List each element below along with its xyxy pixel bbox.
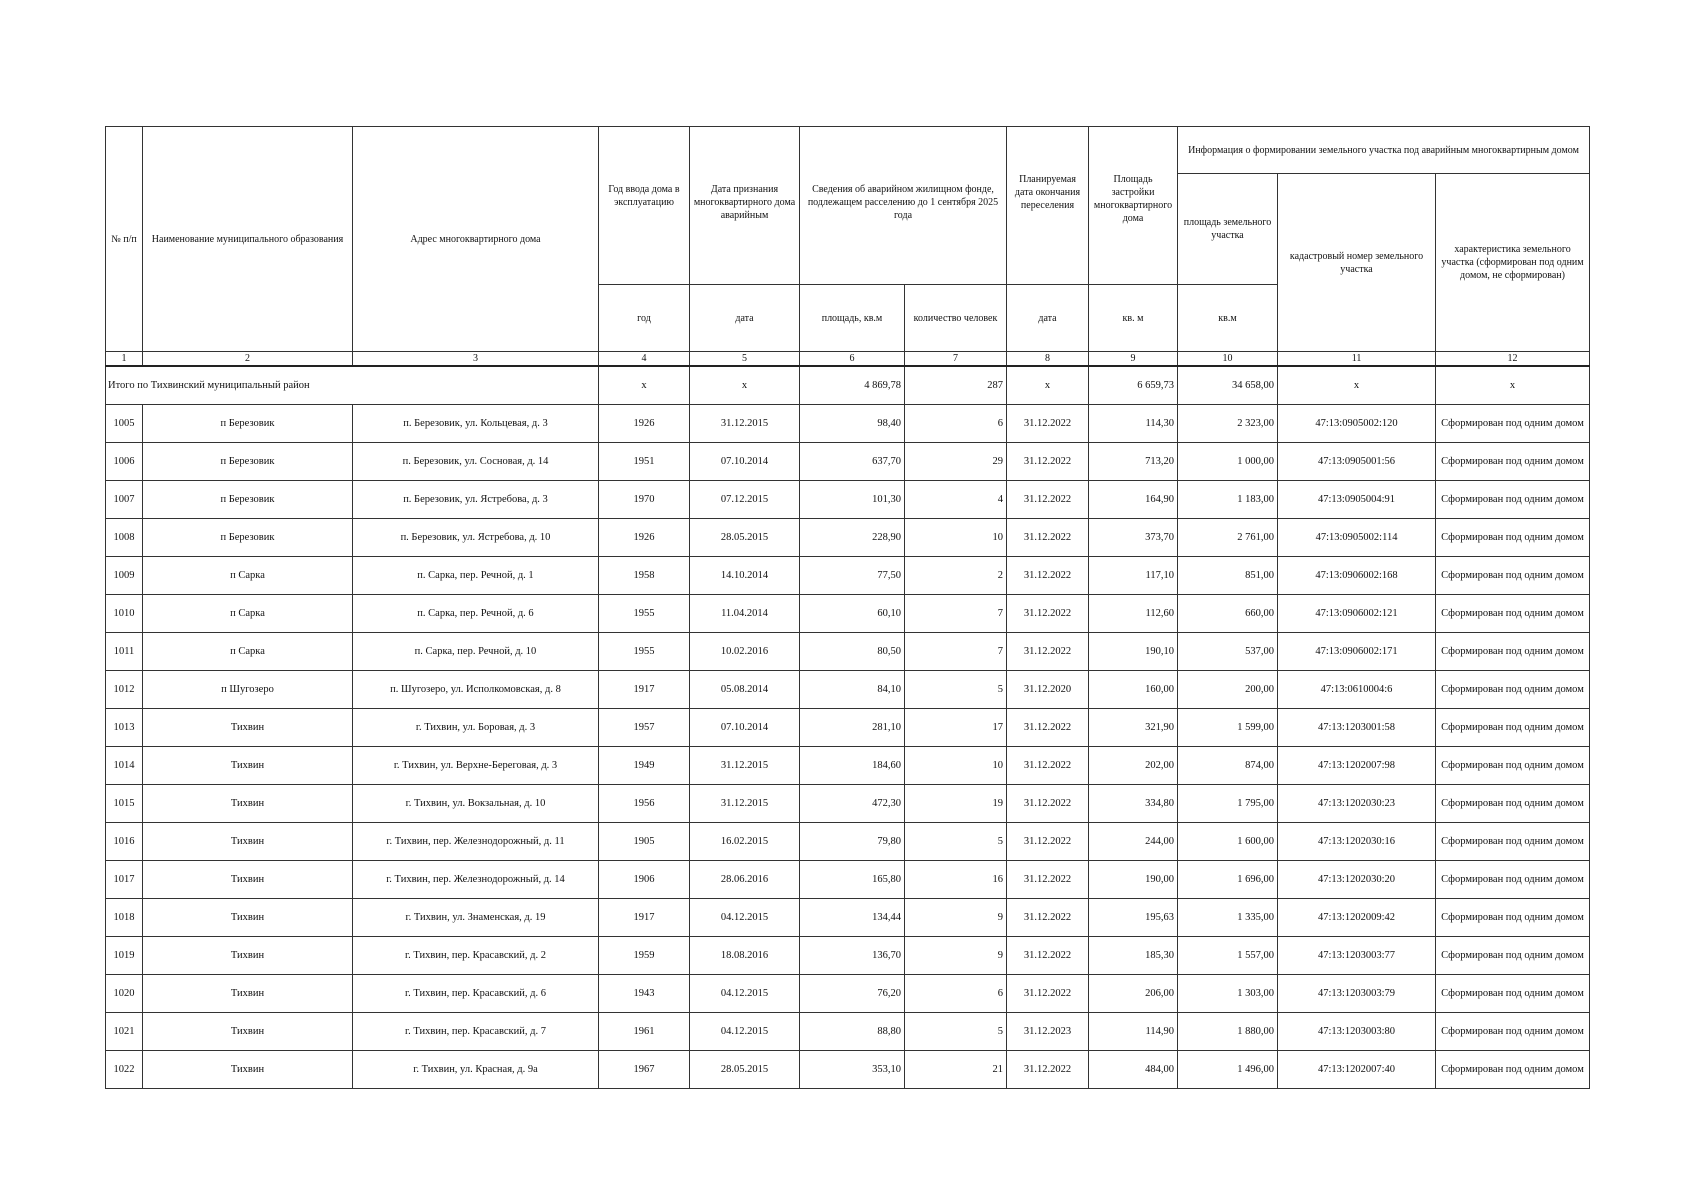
plan-date-cell: 31.12.2022 [1007, 405, 1089, 443]
people-cell: 9 [905, 937, 1007, 975]
unit-plan-date: дата [1007, 285, 1089, 352]
total-year: x [599, 366, 690, 405]
land-area-cell: 851,00 [1178, 557, 1278, 595]
land-status-cell: Сформирован под одним домом [1436, 823, 1590, 861]
build-area-cell: 114,90 [1089, 1013, 1178, 1051]
plan-date-cell: 31.12.2022 [1007, 633, 1089, 671]
emergency-date-cell: 31.12.2015 [690, 747, 800, 785]
municipality-cell: Тихвин [143, 975, 353, 1013]
table-row [106, 747, 1590, 785]
land-status-cell: Сформирован под одним домом [1436, 861, 1590, 899]
row-number: 1017 [106, 861, 143, 899]
year-cell: 1955 [599, 595, 690, 633]
land-status-cell: Сформирован под одним домом [1436, 747, 1590, 785]
plan-date-cell: 31.12.2022 [1007, 937, 1089, 975]
row-number: 1016 [106, 823, 143, 861]
column-number: 6 [800, 352, 905, 367]
emergency-date-cell: 31.12.2015 [690, 785, 800, 823]
emergency-date-cell: 11.04.2014 [690, 595, 800, 633]
municipality-cell: Тихвин [143, 1051, 353, 1089]
address-cell: п. Березовик, ул. Ястребова, д. 10 [353, 519, 599, 557]
cadastral-cell: 47:13:1202007:40 [1278, 1051, 1436, 1089]
year-cell: 1926 [599, 405, 690, 443]
column-number: 2 [143, 352, 353, 367]
column-number: 12 [1436, 352, 1590, 367]
area-cell: 281,10 [800, 709, 905, 747]
column-number: 1 [106, 352, 143, 367]
row-number: 1019 [106, 937, 143, 975]
emergency-date-cell: 14.10.2014 [690, 557, 800, 595]
municipality-cell: Тихвин [143, 937, 353, 975]
address-cell: г. Тихвин, пер. Красавский, д. 6 [353, 975, 599, 1013]
column-number: 10 [1178, 352, 1278, 367]
row-number: 1005 [106, 405, 143, 443]
header-land-status: характеристика земельного участка (сформирован под одним домом, не сформирован) [1436, 174, 1590, 352]
header-municipality: Наименование муниципального образования [143, 127, 353, 352]
land-area-cell: 1 183,00 [1178, 481, 1278, 519]
area-cell: 79,80 [800, 823, 905, 861]
emergency-date-cell: 18.08.2016 [690, 937, 800, 975]
people-cell: 10 [905, 519, 1007, 557]
address-cell: г. Тихвин, ул. Верхне-Береговая, д. 3 [353, 747, 599, 785]
land-status-cell: Сформирован под одним домом [1436, 481, 1590, 519]
municipality-cell: п Березовик [143, 405, 353, 443]
municipality-cell: Тихвин [143, 709, 353, 747]
cadastral-cell: 47:13:0906002:168 [1278, 557, 1436, 595]
land-status-cell: Сформирован под одним домом [1436, 405, 1590, 443]
row-number: 1021 [106, 1013, 143, 1051]
total-label: Итого по Тихвинский муниципальный район [106, 366, 599, 405]
row-number: 1011 [106, 633, 143, 671]
cadastral-cell: 47:13:1202009:42 [1278, 899, 1436, 937]
build-area-cell: 206,00 [1089, 975, 1178, 1013]
land-area-cell: 1 600,00 [1178, 823, 1278, 861]
build-area-cell: 117,10 [1089, 557, 1178, 595]
row-number: 1012 [106, 671, 143, 709]
build-area-cell: 373,70 [1089, 519, 1178, 557]
plan-date-cell: 31.12.2022 [1007, 823, 1089, 861]
row-number: 1020 [106, 975, 143, 1013]
total-build-area: 6 659,73 [1089, 366, 1178, 405]
people-cell: 7 [905, 633, 1007, 671]
land-status-cell: Сформирован под одним домом [1436, 899, 1590, 937]
table-row [106, 557, 1590, 595]
table-body [106, 366, 1590, 1089]
row-number: 1018 [106, 899, 143, 937]
year-cell: 1949 [599, 747, 690, 785]
land-area-cell: 1 696,00 [1178, 861, 1278, 899]
plan-date-cell: 31.12.2022 [1007, 595, 1089, 633]
land-status-cell: Сформирован под одним домом [1436, 557, 1590, 595]
emergency-date-cell: 05.08.2014 [690, 671, 800, 709]
column-number: 8 [1007, 352, 1089, 367]
table-row [106, 899, 1590, 937]
table-row [106, 785, 1590, 823]
column-number: 3 [353, 352, 599, 367]
column-number: 7 [905, 352, 1007, 367]
year-cell: 1917 [599, 899, 690, 937]
municipality-cell: п Сарка [143, 633, 353, 671]
table-row [106, 709, 1590, 747]
table-row [106, 975, 1590, 1013]
people-cell: 6 [905, 405, 1007, 443]
table-row [106, 1013, 1590, 1051]
people-cell: 6 [905, 975, 1007, 1013]
build-area-cell: 164,90 [1089, 481, 1178, 519]
total-plan-date: x [1007, 366, 1089, 405]
people-cell: 5 [905, 823, 1007, 861]
year-cell: 1961 [599, 1013, 690, 1051]
address-cell: г. Тихвин, ул. Знаменская, д. 19 [353, 899, 599, 937]
municipality-cell: Тихвин [143, 861, 353, 899]
area-cell: 353,10 [800, 1051, 905, 1089]
municipality-cell: Тихвин [143, 823, 353, 861]
address-cell: п. Березовик, ул. Кольцевая, д. 3 [353, 405, 599, 443]
municipality-cell: п Сарка [143, 595, 353, 633]
cadastral-cell: 47:13:0905001:56 [1278, 443, 1436, 481]
header-number: № п/п [106, 127, 143, 352]
document-sheet [105, 126, 1590, 1089]
municipality-cell: п Шугозеро [143, 671, 353, 709]
land-area-cell: 874,00 [1178, 747, 1278, 785]
area-cell: 76,20 [800, 975, 905, 1013]
total-cadastral: x [1278, 366, 1436, 405]
build-area-cell: 185,30 [1089, 937, 1178, 975]
land-area-cell: 1 795,00 [1178, 785, 1278, 823]
area-cell: 165,80 [800, 861, 905, 899]
area-cell: 472,30 [800, 785, 905, 823]
table-row [106, 405, 1590, 443]
cadastral-cell: 47:13:1203001:58 [1278, 709, 1436, 747]
emergency-date-cell: 07.10.2014 [690, 709, 800, 747]
land-status-cell: Сформирован под одним домом [1436, 595, 1590, 633]
land-status-cell: Сформирован под одним домом [1436, 633, 1590, 671]
address-cell: г. Тихвин, ул. Вокзальная, д. 10 [353, 785, 599, 823]
cadastral-cell: 47:13:1202030:16 [1278, 823, 1436, 861]
year-cell: 1959 [599, 937, 690, 975]
people-cell: 7 [905, 595, 1007, 633]
row-number: 1022 [106, 1051, 143, 1089]
plan-date-cell: 31.12.2022 [1007, 1051, 1089, 1089]
total-date: x [690, 366, 800, 405]
unit-people: количество человек [905, 285, 1007, 352]
cadastral-cell: 47:13:1202007:98 [1278, 747, 1436, 785]
total-area: 4 869,78 [800, 366, 905, 405]
table-header [106, 127, 1590, 367]
municipality-cell: п Сарка [143, 557, 353, 595]
emergency-date-cell: 07.12.2015 [690, 481, 800, 519]
header-year-built: Год ввода дома в эксплуатацию [599, 127, 690, 285]
land-area-cell: 200,00 [1178, 671, 1278, 709]
year-cell: 1943 [599, 975, 690, 1013]
land-area-cell: 660,00 [1178, 595, 1278, 633]
year-cell: 1926 [599, 519, 690, 557]
emergency-date-cell: 07.10.2014 [690, 443, 800, 481]
emergency-date-cell: 04.12.2015 [690, 899, 800, 937]
build-area-cell: 190,10 [1089, 633, 1178, 671]
people-cell: 9 [905, 899, 1007, 937]
cadastral-cell: 47:13:1203003:80 [1278, 1013, 1436, 1051]
area-cell: 101,30 [800, 481, 905, 519]
area-cell: 88,80 [800, 1013, 905, 1051]
total-land-area: 34 658,00 [1178, 366, 1278, 405]
unit-date: дата [690, 285, 800, 352]
land-status-cell: Сформирован под одним домом [1436, 785, 1590, 823]
address-cell: п. Сарка, пер. Речной, д. 1 [353, 557, 599, 595]
land-area-cell: 1 335,00 [1178, 899, 1278, 937]
header-land-area: площадь земельного участка [1178, 174, 1278, 285]
area-cell: 136,70 [800, 937, 905, 975]
row-number: 1014 [106, 747, 143, 785]
address-cell: г. Тихвин, ул. Боровая, д. 3 [353, 709, 599, 747]
table-row [106, 633, 1590, 671]
build-area-cell: 160,00 [1089, 671, 1178, 709]
year-cell: 1955 [599, 633, 690, 671]
year-cell: 1958 [599, 557, 690, 595]
land-area-cell: 2 761,00 [1178, 519, 1278, 557]
emergency-date-cell: 28.05.2015 [690, 1051, 800, 1089]
year-cell: 1956 [599, 785, 690, 823]
municipality-cell: Тихвин [143, 1013, 353, 1051]
unit-build-area: кв. м [1089, 285, 1178, 352]
cadastral-cell: 47:13:0905002:120 [1278, 405, 1436, 443]
plan-date-cell: 31.12.2022 [1007, 899, 1089, 937]
plan-date-cell: 31.12.2022 [1007, 747, 1089, 785]
land-status-cell: Сформирован под одним домом [1436, 519, 1590, 557]
build-area-cell: 112,60 [1089, 595, 1178, 633]
address-cell: г. Тихвин, пер. Красавский, д. 2 [353, 937, 599, 975]
address-cell: г. Тихвин, пер. Красавский, д. 7 [353, 1013, 599, 1051]
land-area-cell: 1 496,00 [1178, 1051, 1278, 1089]
build-area-cell: 484,00 [1089, 1051, 1178, 1089]
row-number: 1010 [106, 595, 143, 633]
cadastral-cell: 47:13:0906002:121 [1278, 595, 1436, 633]
address-cell: п. Березовик, ул. Сосновая, д. 14 [353, 443, 599, 481]
municipality-cell: Тихвин [143, 785, 353, 823]
year-cell: 1951 [599, 443, 690, 481]
cadastral-cell: 47:13:0905004:91 [1278, 481, 1436, 519]
row-number: 1006 [106, 443, 143, 481]
emergency-date-cell: 28.05.2015 [690, 519, 800, 557]
people-cell: 17 [905, 709, 1007, 747]
plan-date-cell: 31.12.2022 [1007, 557, 1089, 595]
emergency-date-cell: 04.12.2015 [690, 1013, 800, 1051]
area-cell: 228,90 [800, 519, 905, 557]
plan-date-cell: 31.12.2022 [1007, 481, 1089, 519]
people-cell: 10 [905, 747, 1007, 785]
housing-table [105, 126, 1590, 1089]
build-area-cell: 195,63 [1089, 899, 1178, 937]
people-cell: 21 [905, 1051, 1007, 1089]
year-cell: 1906 [599, 861, 690, 899]
cadastral-cell: 47:13:0610004:6 [1278, 671, 1436, 709]
table-row [106, 861, 1590, 899]
people-cell: 4 [905, 481, 1007, 519]
people-cell: 19 [905, 785, 1007, 823]
emergency-date-cell: 04.12.2015 [690, 975, 800, 1013]
people-cell: 5 [905, 671, 1007, 709]
plan-date-cell: 31.12.2022 [1007, 709, 1089, 747]
municipality-cell: п Березовик [143, 519, 353, 557]
people-cell: 2 [905, 557, 1007, 595]
build-area-cell: 190,00 [1089, 861, 1178, 899]
column-number: 5 [690, 352, 800, 367]
land-area-cell: 1 599,00 [1178, 709, 1278, 747]
area-cell: 84,10 [800, 671, 905, 709]
table-row [106, 443, 1590, 481]
row-number: 1015 [106, 785, 143, 823]
year-cell: 1905 [599, 823, 690, 861]
land-status-cell: Сформирован под одним домом [1436, 975, 1590, 1013]
people-cell: 29 [905, 443, 1007, 481]
total-status: x [1436, 366, 1590, 405]
address-cell: п. Сарка, пер. Речной, д. 6 [353, 595, 599, 633]
header-address: Адрес многоквартирного дома [353, 127, 599, 352]
address-cell: г. Тихвин, ул. Красная, д. 9а [353, 1051, 599, 1089]
cadastral-cell: 47:13:1203003:79 [1278, 975, 1436, 1013]
total-row [106, 366, 1590, 405]
land-area-cell: 1 000,00 [1178, 443, 1278, 481]
table-row [106, 481, 1590, 519]
land-area-cell: 1 303,00 [1178, 975, 1278, 1013]
column-number: 11 [1278, 352, 1436, 367]
table-row [106, 519, 1590, 557]
build-area-cell: 202,00 [1089, 747, 1178, 785]
column-number: 9 [1089, 352, 1178, 367]
year-cell: 1957 [599, 709, 690, 747]
build-area-cell: 713,20 [1089, 443, 1178, 481]
land-status-cell: Сформирован под одним домом [1436, 1051, 1590, 1089]
area-cell: 134,44 [800, 899, 905, 937]
plan-date-cell: 31.12.2022 [1007, 975, 1089, 1013]
header-land-group: Информация о формировании земельного участка под аварийным многоквартирным домом [1178, 127, 1590, 174]
plan-date-cell: 31.12.2022 [1007, 519, 1089, 557]
land-status-cell: Сформирован под одним домом [1436, 671, 1590, 709]
plan-date-cell: 31.12.2023 [1007, 1013, 1089, 1051]
cadastral-cell: 47:13:0905002:114 [1278, 519, 1436, 557]
emergency-date-cell: 28.06.2016 [690, 861, 800, 899]
plan-date-cell: 31.12.2020 [1007, 671, 1089, 709]
land-status-cell: Сформирован под одним домом [1436, 443, 1590, 481]
area-cell: 98,40 [800, 405, 905, 443]
people-cell: 5 [905, 1013, 1007, 1051]
column-numbers-row [106, 352, 1590, 367]
year-cell: 1917 [599, 671, 690, 709]
plan-date-cell: 31.12.2022 [1007, 861, 1089, 899]
header-build-area: Площадь застройки многоквартирного дома [1089, 127, 1178, 285]
emergency-date-cell: 31.12.2015 [690, 405, 800, 443]
area-cell: 637,70 [800, 443, 905, 481]
cadastral-cell: 47:13:1203003:77 [1278, 937, 1436, 975]
address-cell: п. Шугозеро, ул. Исполкомовская, д. 8 [353, 671, 599, 709]
year-cell: 1967 [599, 1051, 690, 1089]
municipality-cell: п Березовик [143, 481, 353, 519]
emergency-date-cell: 16.02.2015 [690, 823, 800, 861]
table-row [106, 937, 1590, 975]
plan-date-cell: 31.12.2022 [1007, 785, 1089, 823]
land-status-cell: Сформирован под одним домом [1436, 937, 1590, 975]
land-area-cell: 1 880,00 [1178, 1013, 1278, 1051]
build-area-cell: 244,00 [1089, 823, 1178, 861]
address-cell: п. Сарка, пер. Речной, д. 10 [353, 633, 599, 671]
build-area-cell: 114,30 [1089, 405, 1178, 443]
table-row [106, 671, 1590, 709]
total-people: 287 [905, 366, 1007, 405]
table-row [106, 823, 1590, 861]
people-cell: 16 [905, 861, 1007, 899]
table-row [106, 1051, 1590, 1089]
area-cell: 60,10 [800, 595, 905, 633]
row-number: 1008 [106, 519, 143, 557]
land-area-cell: 1 557,00 [1178, 937, 1278, 975]
land-area-cell: 2 323,00 [1178, 405, 1278, 443]
address-cell: г. Тихвин, пер. Железнодорожный, д. 11 [353, 823, 599, 861]
build-area-cell: 334,80 [1089, 785, 1178, 823]
header-housing-fund: Сведения об аварийном жилищном фонде, подлежащем расселению до 1 сентября 2025 года [800, 127, 1007, 285]
area-cell: 80,50 [800, 633, 905, 671]
area-cell: 184,60 [800, 747, 905, 785]
land-status-cell: Сформирован под одним домом [1436, 1013, 1590, 1051]
header-emergency-date: Дата признания многоквартирного дома аварийным [690, 127, 800, 285]
municipality-cell: Тихвин [143, 747, 353, 785]
build-area-cell: 321,90 [1089, 709, 1178, 747]
plan-date-cell: 31.12.2022 [1007, 443, 1089, 481]
cadastral-cell: 47:13:1202030:20 [1278, 861, 1436, 899]
header-planned-date: Планируемая дата окончания переселения [1007, 127, 1089, 285]
year-cell: 1970 [599, 481, 690, 519]
unit-year: год [599, 285, 690, 352]
table-row [106, 595, 1590, 633]
land-area-cell: 537,00 [1178, 633, 1278, 671]
address-cell: г. Тихвин, пер. Железнодорожный, д. 14 [353, 861, 599, 899]
emergency-date-cell: 10.02.2016 [690, 633, 800, 671]
unit-area: площадь, кв.м [800, 285, 905, 352]
header-cadastral: кадастровый номер земельного участка [1278, 174, 1436, 352]
unit-land-area: кв.м [1178, 285, 1278, 352]
municipality-cell: Тихвин [143, 899, 353, 937]
municipality-cell: п Березовик [143, 443, 353, 481]
cadastral-cell: 47:13:0906002:171 [1278, 633, 1436, 671]
area-cell: 77,50 [800, 557, 905, 595]
cadastral-cell: 47:13:1202030:23 [1278, 785, 1436, 823]
row-number: 1009 [106, 557, 143, 595]
column-number: 4 [599, 352, 690, 367]
row-number: 1007 [106, 481, 143, 519]
land-status-cell: Сформирован под одним домом [1436, 709, 1590, 747]
row-number: 1013 [106, 709, 143, 747]
address-cell: п. Березовик, ул. Ястребова, д. 3 [353, 481, 599, 519]
